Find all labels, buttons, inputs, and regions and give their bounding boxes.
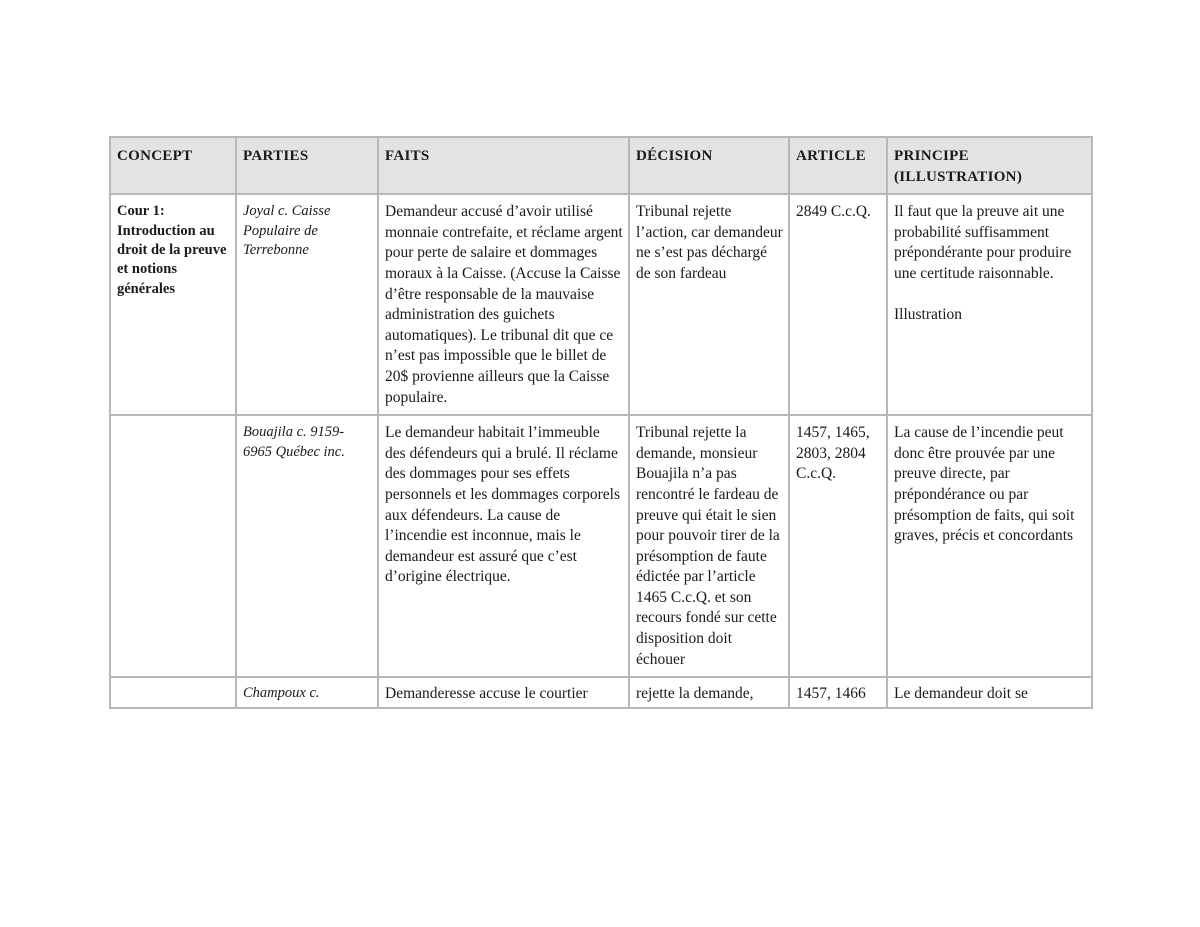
cell-principe: Le demandeur doit se <box>887 677 1092 708</box>
cell-parties: Joyal c. Caisse Populaire de Terrebonne <box>236 194 378 415</box>
paragraph-gap <box>894 285 1086 305</box>
cell-article: 1457, 1465, 2803, 2804 C.c.Q. <box>789 415 887 677</box>
header-article: ARTICLE <box>789 137 887 194</box>
cell-concept <box>110 677 236 708</box>
principe-illustration: Illustration <box>894 305 963 323</box>
cell-decision: rejette la demande, <box>629 677 789 708</box>
cell-faits: Demandeur accusé d’avoir utilisé monnaie contrefaite, et réclame argent pour perte de salaire et dommages moraux à la Caisse. (Accuse la Caisse d’être responsable de la mauvaise administration des guichets automatiques). Le tribunal dit que ce n’est pas impossible que le billet de 20$ provienne ailleurs que la Caisse populaire. <box>378 194 629 415</box>
cell-principe: La cause de l’incendie peut donc être prouvée par une preuve directe, par prépondérance ou par présomption de faits, qui soit graves, précis et concordants <box>887 415 1092 677</box>
header-faits: FAITS <box>378 137 629 194</box>
cell-parties: Bouajila c. 9159-6965 Québec inc. <box>236 415 378 677</box>
header-concept: CONCEPT <box>110 137 236 194</box>
principe-text: Il faut que la preuve ait une probabilité suffisamment prépondérante pour produire une certitude raisonnable. <box>894 203 1072 282</box>
table-header <box>110 137 1092 194</box>
cell-article: 1457, 1466 <box>789 677 887 708</box>
header-row <box>110 137 1092 194</box>
table-row <box>110 194 1092 415</box>
header-decision: DÉCISION <box>629 137 789 194</box>
cell-article: 2849 C.c.Q. <box>789 194 887 415</box>
header-parties: PARTIES <box>236 137 378 194</box>
header-principe: PRINCIPE (ILLUSTRATION) <box>887 137 1092 194</box>
table-row <box>110 677 1092 708</box>
table-row <box>110 415 1092 677</box>
case-summary-table <box>109 136 1093 709</box>
cell-decision: Tribunal rejette la demande, monsieur Bouajila n’a pas rencontré le fardeau de preuve qui était le sien pour pouvoir tirer de la présomption de faute édictée par l’article 1465 C.c.Q. et son recours fondé sur cette disposition doit échouer <box>629 415 789 677</box>
cell-faits: Le demandeur habitait l’immeuble des défendeurs qui a brulé. Il réclame des dommages pour ses effets personnels et les dommages corporels aux défendeurs. La cause de l’incendie est inconnue, mais le demandeur est assuré que c’est d’origine électrique. <box>378 415 629 677</box>
cell-decision: Tribunal rejette l’action, car demandeur ne s’est pas déchargé de son fardeau <box>629 194 789 415</box>
cell-concept <box>110 415 236 677</box>
cell-parties: Champoux c. <box>236 677 378 708</box>
cell-concept: Cour 1: Introduction au droit de la preuve et notions générales <box>110 194 236 415</box>
cell-faits: Demanderesse accuse le courtier <box>378 677 629 708</box>
cell-principe <box>887 194 1092 415</box>
